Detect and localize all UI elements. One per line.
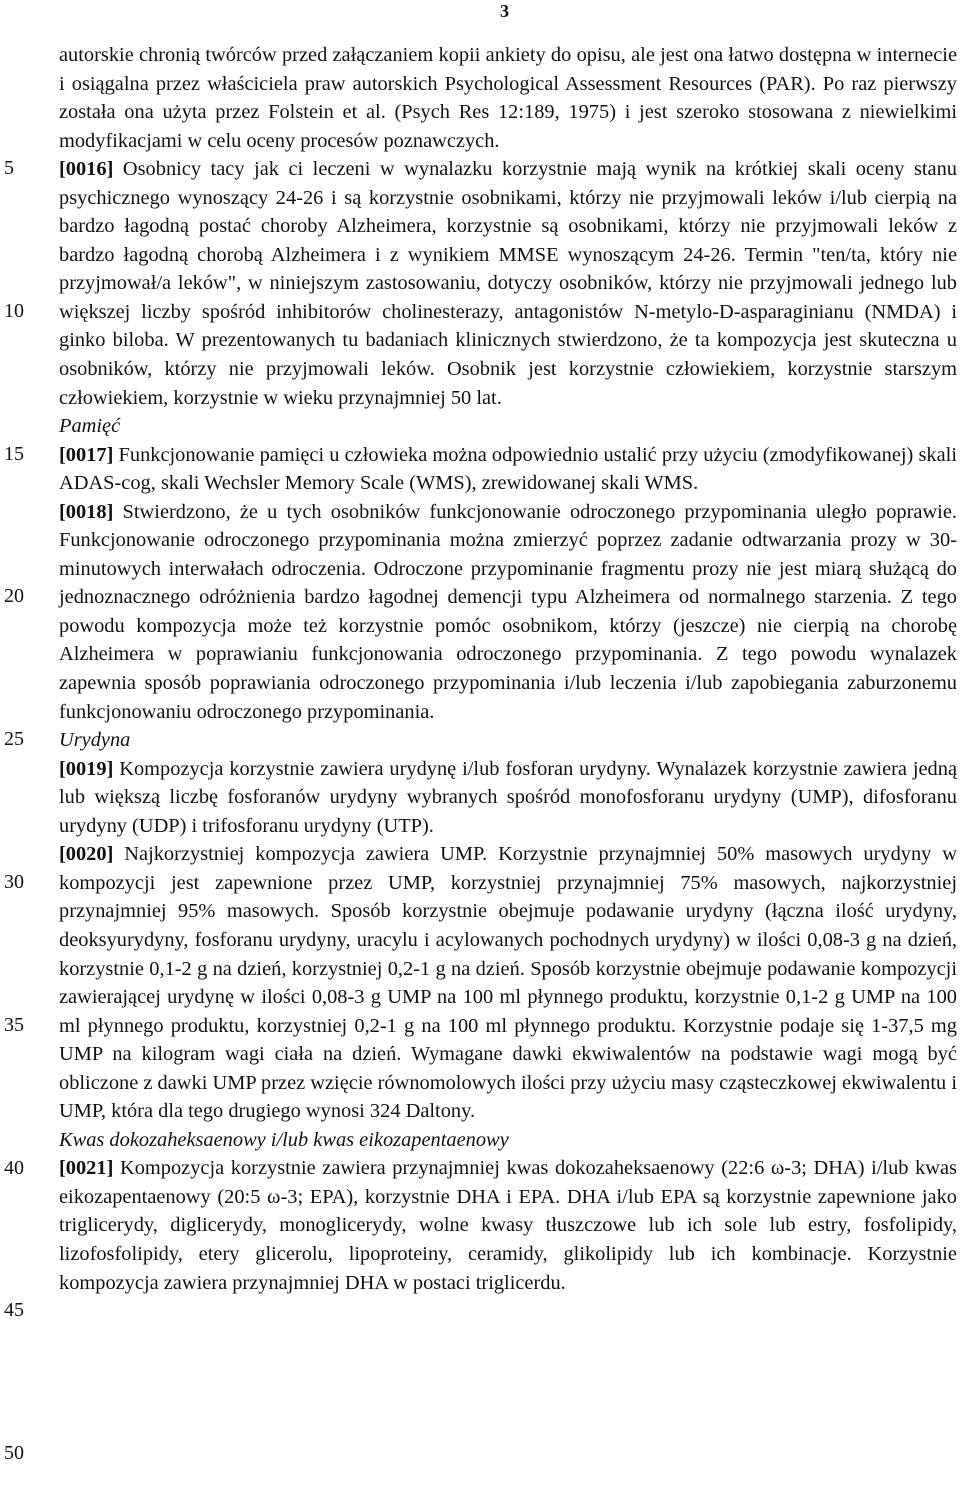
line-number: 30: [4, 871, 24, 893]
page-number: 3: [500, 1, 509, 21]
line-number: 10: [4, 300, 24, 322]
document-body: [59, 41, 957, 1297]
paragraph-text: autorskie chronią twórców przed załączaniem kopii ankiety do opisu, ale jest ona łatwo dostępna w internecie i osiągalna przez właściciela praw autorskich Psychological Assessment Resources (PAR). Po raz pierwszy została ona użyta przez Folstein et al. (Psych Res 12:189, 1975) i jest szeroko stosowana z niewielkimi modyfikacjami w celu oceny procesów poznawczych.: [59, 44, 957, 152]
paragraph-number: [0021]: [59, 1157, 114, 1180]
line-number: 25: [4, 728, 24, 750]
paragraph: [59, 155, 957, 412]
section-heading: Pamięć: [59, 415, 121, 438]
line-number: 35: [4, 1014, 24, 1036]
line-number: 45: [4, 1299, 24, 1321]
paragraph: [59, 41, 957, 155]
paragraph: [59, 1154, 957, 1297]
line-number: 5: [4, 157, 14, 179]
paragraph-text: Kompozycja korzystnie zawiera urydynę i/lub fosforan urydyny. Wynalazek korzystnie zawiera jedną lub większą liczbę fosforanów urydyny wybranych spośród monofosforanu urydyny (UMP), difosforanu urydyny (UDP) i trifosforanu urydyny (UTP).: [59, 757, 957, 837]
paragraph-text: Osobnicy tacy jak ci leczeni w wynalazku korzystnie mają wynik na krótkiej skali oceny stanu psychicznego wynoszący 24-26 i są korzystnie osobnikami, którzy nie przyjmowali leków i/lub cierpią na bardzo łagodną postać choroby Alzheimera, korzystnie są osobnikami, którzy nie przyjmowali leków z bardzo łagodną chorobą Alzheimera i z wynikiem MMSE wynoszącym 24-26. Termin "ten/ta, który nie przyjmował/a leków", w niniejszym zastosowaniu, dotyczy osobników, którzy nie przyjmowali jednego lub większej liczby spośród inhibitorów cholinesterazy, antagonistów N-metylo-D-asparaginianu (NMDA) i ginko biloba. W prezentowanych tu badaniach klinicznych stwierdzono, że ta kompozycja jest skuteczna u osobników, którzy nie przyjmowali leków. Osobnik jest korzystnie człowiekiem, korzystnie starszym człowiekiem, korzystnie w wieku przynajmniej 50 lat.: [59, 158, 957, 409]
section-heading: Kwas dokozaheksaenowy i/lub kwas eikozapentaenowy: [59, 1128, 509, 1151]
line-number: 40: [4, 1157, 24, 1179]
paragraph: [59, 498, 957, 726]
paragraph-number: [0019]: [59, 757, 114, 780]
paragraph: [59, 441, 957, 498]
paragraph-text: Stwierdzono, że u tych osobników funkcjonowanie odroczonego przypominania uległo poprawie. Funkcjonowanie odroczonego przypominania można zmierzyć poprzez zadanie odtwarzania prozy w 30-minutowych interwałach odroczenia. Odroczone przypominanie fragmentu prozy nie jest miarą służącą do jednoznacznego odróżnienia bardzo łagodnej demencji typu Alzheimera od normalnego starzenia. Z tego powodu kompozycja może też korzystnie pomóc osobnikom, którzy (jeszcze) nie cierpią na chorobę Alzheimera w poprawianiu funkcjonowania odroczonego przypominania. Z tego powodu wynalazek zapewnia sposób poprawiania odroczonego przypominania i/lub leczenia i/lub zapobiegania zaburzonemu funkcjonowaniu odroczonego przypominania.: [59, 500, 957, 723]
line-number: 15: [4, 443, 24, 465]
paragraph-text: Kompozycja korzystnie zawiera przynajmniej kwas dokozaheksaenowy (22:6 ω-3; DHA) i/lub kwas eikozapentaenowy (20:5 ω-3; EPA), korzystnie DHA i EPA. DHA i/lub EPA są korzystnie zapewnione jako triglicerydy, diglicerydy, monoglicerydy, wolne kwasy tłuszczowe lub ich sole lub estry, fosfolipidy, lizofosfolipidy, etery glicerolu, lipoproteiny, ceramidy, glikolipidy lub ich kombinacje. Korzystnie kompozycja zawiera przynajmniej DHA w postaci triglicerdu.: [59, 1157, 957, 1294]
paragraph-text: Najkorzystniej kompozycja zawiera UMP. Korzystnie przynajmniej 50% masowych urydyny w kompozycji jest zapewnione przez UMP, korzystniej przynajmniej 75% masowych, najkorzystniej przynajmniej 95% masowych. Sposób korzystnie obejmuje podawanie urydyny (łączna ilość urydyny, deoksyurydyny, fosforanu urydyny, uracylu i acylowanych pochodnych urydyny) w ilości 0,08-3 g na dzień, korzystnie 0,1-2 g na dzień, korzystniej 0,2-1 g na dzień. Sposób korzystnie obejmuje podawanie kompozycji zawierającej urydynę w ilości 0,08-3 g UMP na 100 ml płynnego produktu, korzystnie 0,1-2 g UMP na 100 ml płynnego produktu, korzystniej 0,2-1 g na 100 ml płynnego produktu. Korzystnie podaje się 1-37,5 mg UMP na kilogram wagi ciała na dzień. Wymagane dawki ekwiwalentów na podstawie wagi mogą być obliczone z dawki UMP przez wzięcie równomolowych ilości przy użyciu masy cząsteczkowej ekwiwalentu i UMP, która dla tego drugiego wynosi 324 Daltony.: [59, 843, 957, 1123]
paragraph-number: [0017]: [59, 443, 114, 466]
paragraph-number: [0018]: [59, 500, 114, 523]
paragraph: [59, 755, 957, 841]
line-number: 50: [4, 1442, 24, 1464]
paragraph-number: [0016]: [59, 158, 114, 181]
line-number: 20: [4, 585, 24, 607]
paragraph-number: [0020]: [59, 843, 114, 866]
paragraph-text: Funkcjonowanie pamięci u człowieka można odpowiednio ustalić przy użyciu (zmodyfikowanej) skali ADAS-cog, skali Wechsler Memory Scale (WMS), zrewidowanej skali WMS.: [59, 443, 957, 495]
section-heading: Urydyna: [59, 729, 131, 752]
paragraph: [59, 840, 957, 1125]
